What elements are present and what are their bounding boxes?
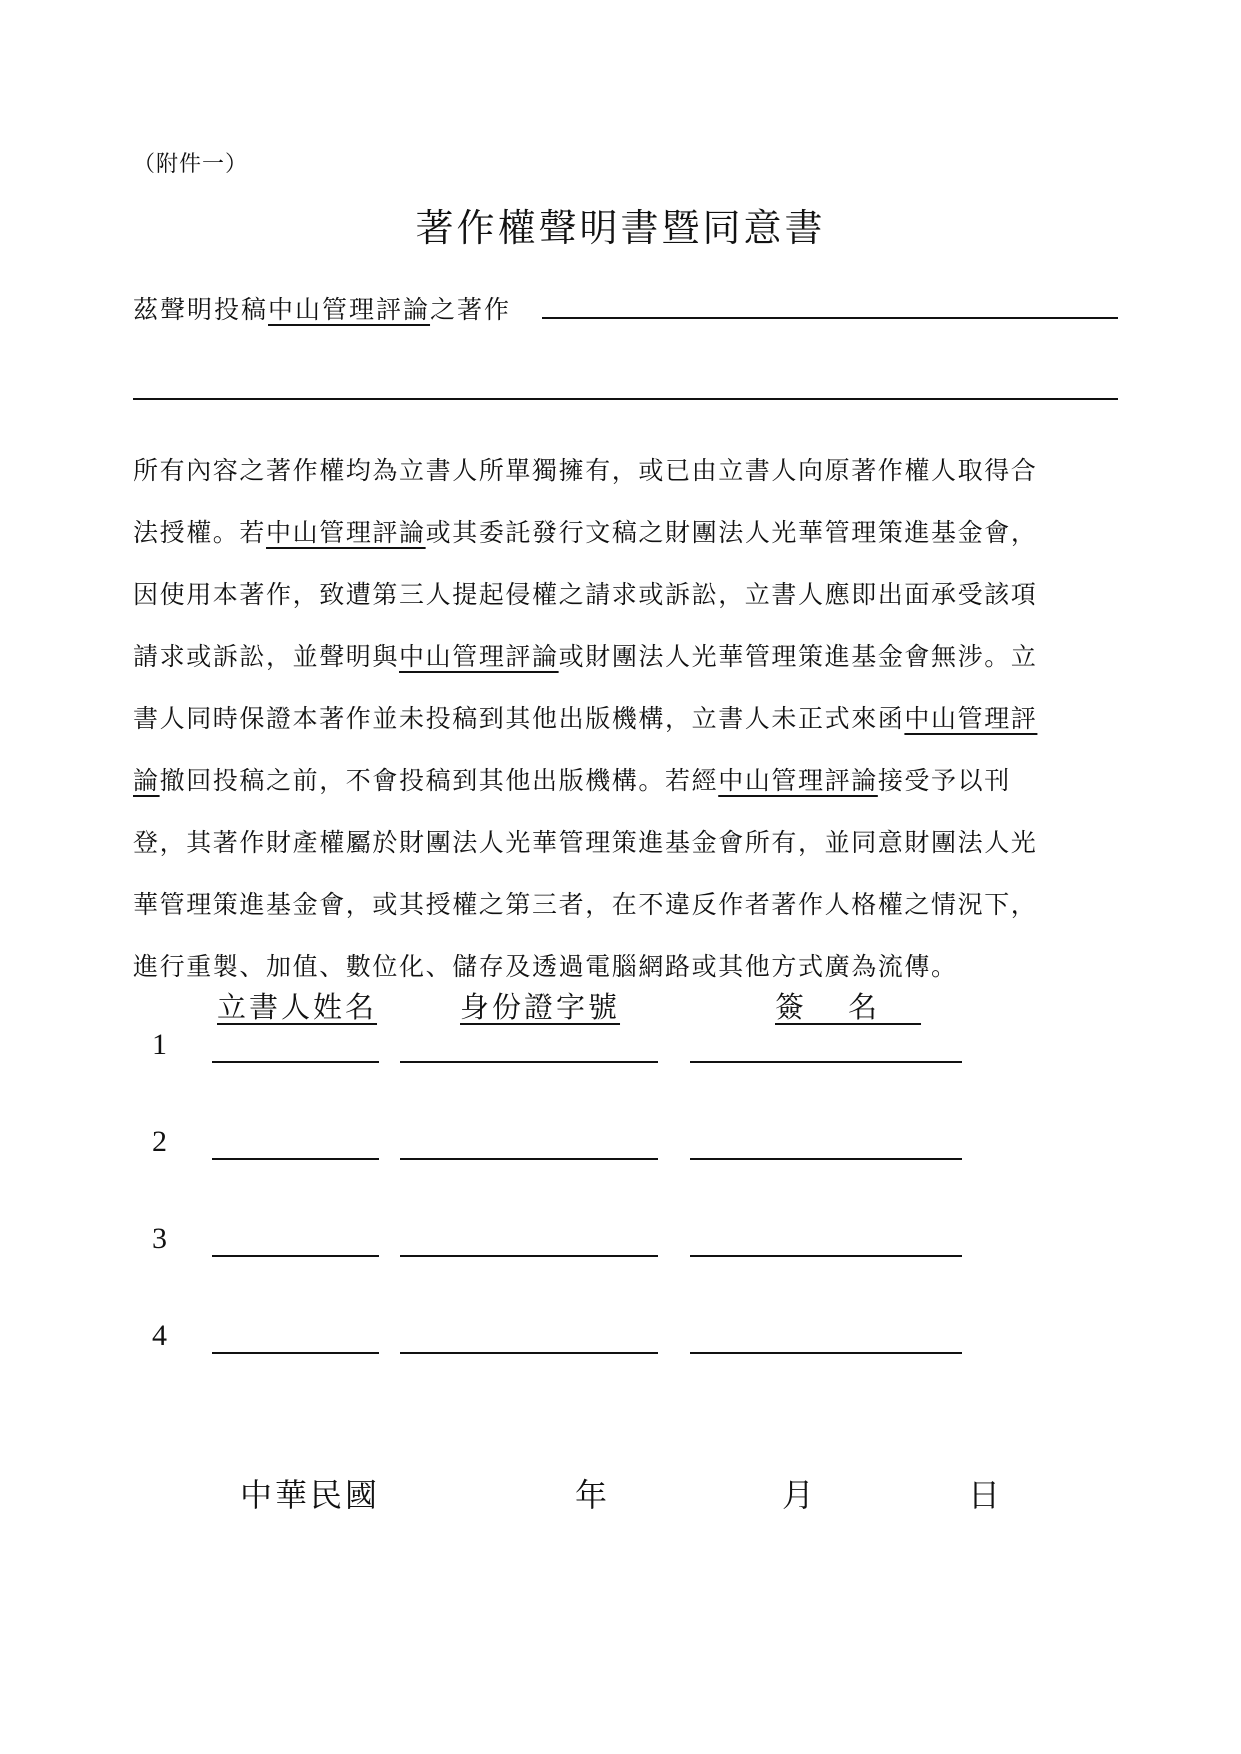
signer-name-line[interactable] [212, 1061, 379, 1063]
signature-line[interactable] [690, 1158, 962, 1160]
document-title: 著作權聲明書暨同意書 [415, 206, 826, 250]
body-line [133, 502, 1123, 564]
header-signature: 簽名 [775, 990, 922, 1024]
body-text-segment: 接受予以刊 [877, 766, 1011, 795]
work-title-blank-line-2[interactable] [133, 398, 1118, 400]
body-text-segment: 請求或訴訟，並聲明與 [133, 642, 400, 671]
row-number: 3 [152, 1222, 167, 1255]
id-number-line[interactable] [400, 1255, 658, 1257]
body-line [133, 750, 1123, 812]
body-line [133, 688, 1123, 750]
body-text-segment: 書人同時保證本著作並未投稿到其他出版機構，立書人未正式來函 [133, 704, 905, 733]
body-line [133, 626, 1123, 688]
date-line [0, 1470, 1241, 1520]
body-text-segment: 法授權。若 [133, 518, 267, 547]
signer-name-line[interactable] [212, 1158, 379, 1160]
id-number-line[interactable] [400, 1352, 658, 1354]
body-line [133, 874, 1123, 936]
body-text-segment: 進行重製、加值、數位化、儲存及透過電腦網路或其他方式廣為流傳。 [133, 952, 958, 981]
body-line [133, 440, 1123, 502]
body-text-segment: 因使用本著作，致遭第三人提起侵權之請求或訴訟，立書人應即出面承受該項 [133, 580, 1038, 609]
id-number-line[interactable] [400, 1158, 658, 1160]
signer-name-line[interactable] [212, 1352, 379, 1354]
body-text-segment: 登，其著作財產權屬於財團法人光華管理策進基金會所有，並同意財團法人光 [133, 828, 1038, 857]
signature-line[interactable] [690, 1255, 962, 1257]
header-signer-name: 立書人姓名 [217, 990, 378, 1024]
date-year: 年 [575, 1476, 611, 1514]
row-number: 1 [152, 1028, 167, 1061]
signature-table-header [0, 985, 1241, 1025]
signature-line[interactable] [690, 1061, 962, 1063]
header-id-number: 身份證字號 [460, 990, 621, 1024]
declaration-suffix: 之著作 [430, 295, 512, 324]
declaration-line [133, 290, 511, 326]
id-number-line[interactable] [400, 1061, 658, 1063]
journal-reference: 中山管理評 [904, 704, 1038, 733]
declaration-body [133, 440, 1123, 998]
row-number: 2 [152, 1125, 167, 1158]
body-line [133, 564, 1123, 626]
journal-reference: 中山管理評論 [399, 642, 559, 671]
row-number: 4 [152, 1319, 167, 1352]
attachment-label: （附件一） [133, 152, 249, 177]
body-text-segment: 撤回投稿之前，不會投稿到其他出版機構。若經 [159, 766, 719, 795]
journal-reference: 中山管理評論 [266, 518, 426, 547]
body-line [133, 812, 1123, 874]
body-text-segment: 或財團法人光華管理策進基金會無涉。立 [558, 642, 1038, 671]
journal-reference: 中山管理評論 [718, 766, 878, 795]
journal-reference: 論 [133, 766, 160, 795]
body-text-segment: 所有內容之著作權均為立書人所單獨擁有，或已由立書人向原著作權人取得合 [133, 456, 1038, 485]
signature-line[interactable] [690, 1352, 962, 1354]
date-day: 日 [968, 1476, 1004, 1514]
signer-name-line[interactable] [212, 1255, 379, 1257]
work-title-blank-line[interactable] [542, 317, 1118, 319]
body-text-segment: 華管理策進基金會，或其授權之第三者，在不違反作者著作人格權之情況下， [133, 890, 1038, 919]
declaration-prefix: 茲聲明投稿 [133, 295, 269, 324]
journal-name: 中山管理評論 [268, 295, 431, 324]
body-text-segment: 或其委託發行文稿之財團法人光華管理策進基金會， [425, 518, 1038, 547]
date-month: 月 [782, 1476, 818, 1514]
date-era: 中華民國 [240, 1476, 381, 1514]
